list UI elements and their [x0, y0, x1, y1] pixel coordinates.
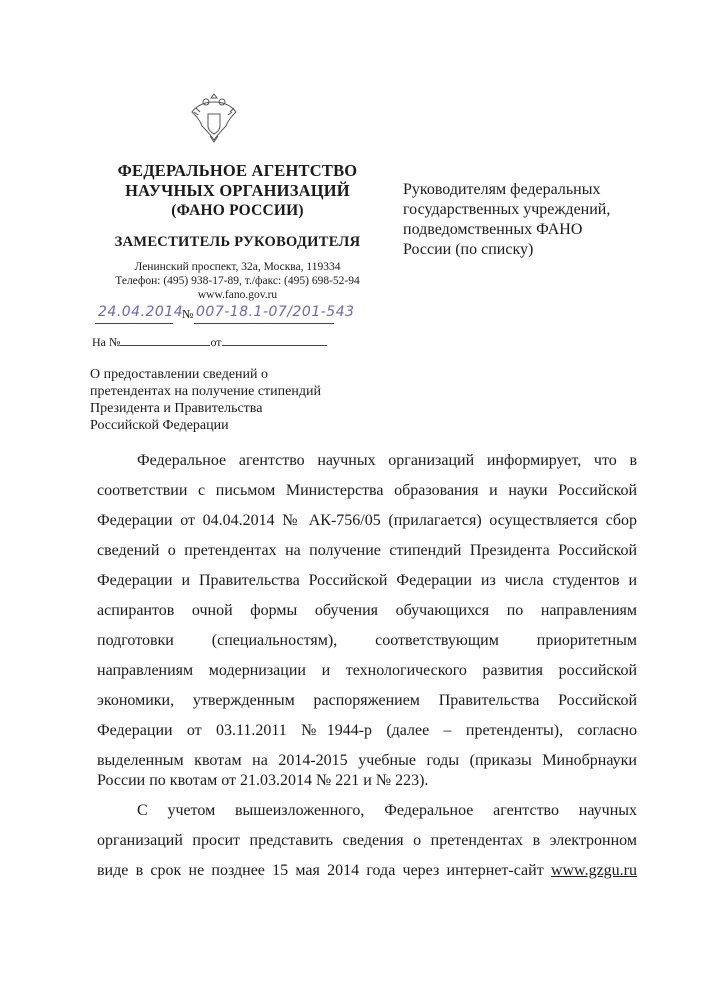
body-line: Федерации от 03.11.2011 №1944-р (далее – претенденты), согласно	[97, 722, 637, 739]
body-text: виде в срок не позднее 15 мая 2014 года через интернет-сайт	[97, 862, 551, 879]
body-line: направлениям модернизации и технологического развития российской	[97, 662, 637, 679]
signatory-title: ЗАМЕСТИТЕЛЬ РУКОВОДИТЕЛЯ	[114, 234, 361, 250]
recipient-line: России (по списку)	[403, 241, 534, 258]
body-line: организаций просит представить сведения о претендентах в электронном	[97, 832, 637, 849]
subject-line: Российской Федерации	[90, 418, 229, 433]
coat-of-arms-icon	[188, 90, 240, 146]
date-underline	[95, 323, 173, 324]
body-line: Федерации и Правительства Российской Федерации из числа студентов и	[97, 572, 637, 589]
address-line: Ленинский проспект, 32а, Москва, 119334	[134, 261, 341, 273]
subject-line: О предоставлении сведений о	[90, 367, 269, 382]
org-name-line1: ФЕДЕРАЛЬНОЕ АГЕНТСТВО	[117, 161, 358, 180]
body-line: аспирантов очной формы обучения обучающихся по направлениям	[97, 602, 637, 619]
reference-line	[92, 334, 327, 350]
number-sign: №	[182, 307, 194, 321]
website-line: www.fano.gov.ru	[197, 289, 278, 301]
body-line: Федеральное агентство научных организаций информирует, что в	[137, 452, 637, 469]
recipient-line: государственных учреждений,	[403, 201, 611, 218]
body-line: экономики, утвержденным распоряжением Правительства Российской	[97, 692, 637, 709]
reference-prefix: На №	[92, 335, 121, 349]
body-line: сведений о претендентах на получение стипендий Президента Российской	[97, 542, 637, 559]
subject-line: претендентах на получение стипендий	[90, 384, 321, 399]
body-line: выделенным квотам на 2014-2015 учебные годы (приказы Минобрнауки	[97, 752, 637, 769]
subject-line: Президента и Правительства	[90, 401, 263, 416]
handwritten-date: 24.04.2014	[98, 304, 184, 320]
body-line	[97, 861, 637, 880]
body-line: С учетом вышеизложенного, Федеральное агентство научных	[137, 802, 637, 819]
number-underline	[194, 323, 334, 324]
body-line: Федерации от 04.04.2014 № АК-756/05 (прилагается) осуществляется сбор	[97, 512, 637, 529]
org-name-line2: НАУЧНЫХ ОРГАНИЗАЦИЙ	[125, 181, 350, 200]
body-line: подготовки (специальностям), соответствующим приоритетным	[97, 632, 637, 649]
phone-line: Телефон: (495) 938-17-89, т./факс: (495) 698-52-94	[115, 275, 360, 287]
recipient-line: подведомственных ФАНО	[403, 221, 583, 238]
org-abbreviation: (ФАНО РОССИИ)	[171, 202, 304, 219]
reference-date-blank	[222, 334, 327, 346]
recipient-line: Руководителям федеральных	[403, 181, 601, 198]
body-line: России по квотам от 21.03.2014 № 221 и № 223).	[97, 772, 429, 789]
handwritten-number: 007-18.1-07/201-543	[196, 304, 355, 320]
body-line: соответствии с письмом Министерства образования и науки Российской	[97, 482, 637, 499]
reference-from: от	[210, 335, 222, 349]
reference-number-blank	[120, 334, 210, 346]
gzgu-link[interactable]: www.gzgu.ru	[550, 862, 637, 879]
